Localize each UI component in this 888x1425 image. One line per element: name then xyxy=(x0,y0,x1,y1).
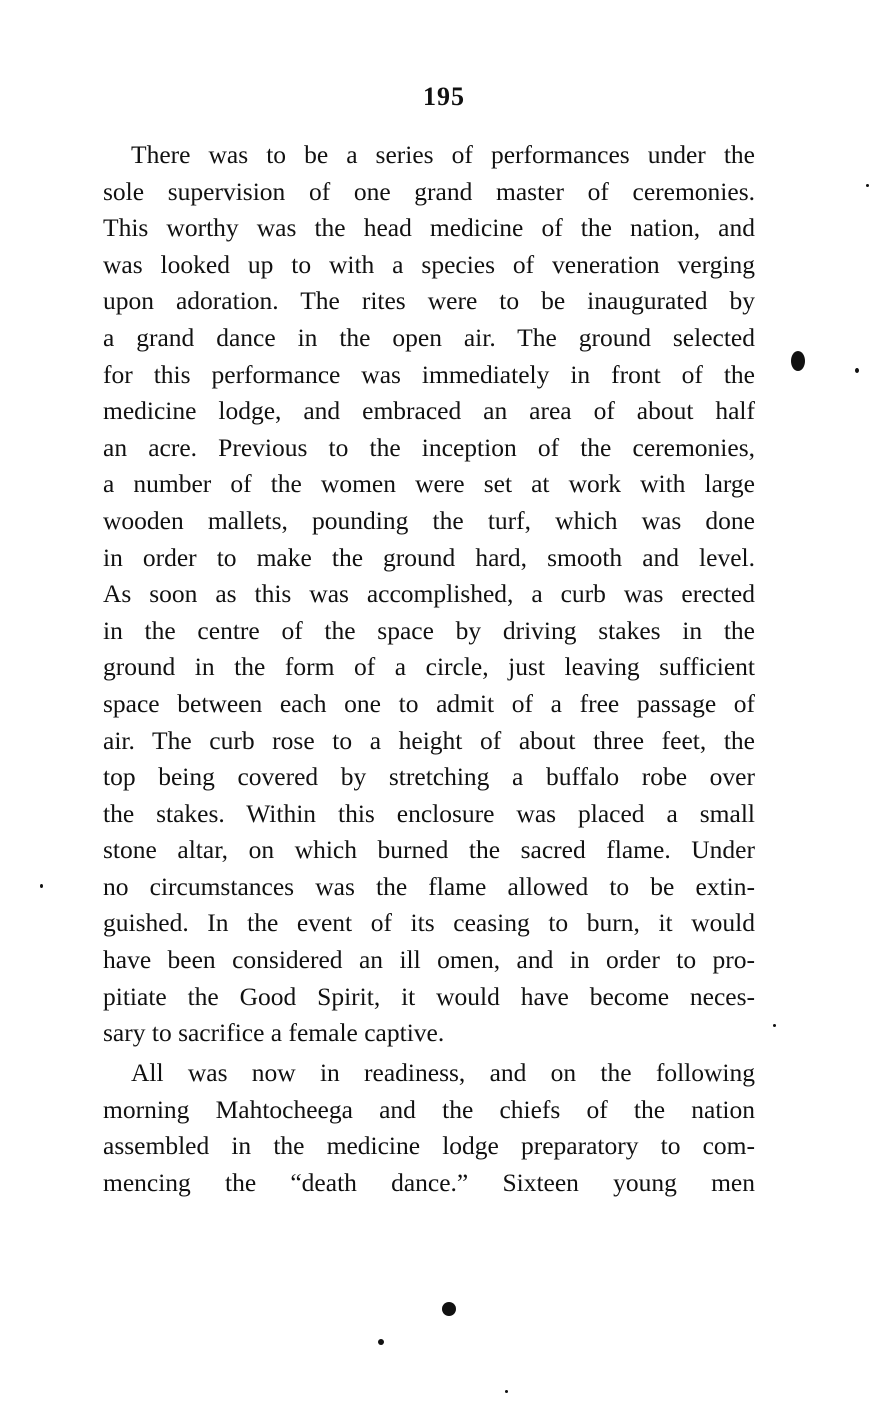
text-line: was looked up to with a species of veneration verging xyxy=(103,249,755,279)
text-line: medicine lodge, and embraced an area of about half xyxy=(103,396,755,426)
text-line: As soon as this was accomplished, a curb was erected xyxy=(103,579,755,609)
text-line: for this performance was immediately in front of the xyxy=(103,359,755,389)
text-line: pitiate the Good Spirit, it would have become neces- xyxy=(103,981,755,1011)
text-line: a number of the women were set at work with large xyxy=(103,469,755,499)
text-line: sary to sacrifice a female captive. xyxy=(103,1018,445,1048)
scan-speck xyxy=(791,351,805,371)
scan-speck xyxy=(855,368,859,373)
text-line: stone altar, on which burned the sacred flame. Under xyxy=(103,835,755,865)
scan-speck xyxy=(866,184,869,187)
text-line: top being covered by stretching a buffalo robe over xyxy=(103,762,755,792)
text-line: mencing the “death dance.” Sixteen young men xyxy=(103,1167,755,1197)
text-line: in the centre of the space by driving stakes in the xyxy=(103,615,755,645)
text-line: no circumstances was the flame allowed to be extin- xyxy=(103,871,755,901)
text-line: sole supervision of one grand master of ceremonies. xyxy=(103,176,755,206)
text-line: ground in the form of a circle, just leaving sufficient xyxy=(103,652,755,682)
text-line: upon adoration. The rites were to be inaugurated by xyxy=(103,286,755,316)
text-line: have been considered an ill omen, and in order to pro- xyxy=(103,945,755,975)
paragraph-2 xyxy=(103,1055,755,1201)
text-line: There was to be a series of performances under the xyxy=(131,140,755,169)
scan-speck xyxy=(442,1302,456,1316)
text-line: the stakes. Within this enclosure was placed a small xyxy=(103,798,755,828)
text-line: guished. In the event of its ceasing to burn, it would xyxy=(103,908,755,938)
scan-speck xyxy=(773,1024,776,1027)
text-line: air. The curb rose to a height of about three feet, the xyxy=(103,725,755,755)
text-line: assembled in the medicine lodge preparatory to com- xyxy=(103,1131,755,1161)
text-line: wooden mallets, pounding the turf, which was done xyxy=(103,505,755,535)
text-line: morning Mahtocheega and the chiefs of the nation xyxy=(103,1094,755,1124)
text-line: an acre. Previous to the inception of the ceremonies, xyxy=(103,432,755,462)
text-line: space between each one to admit of a free passage of xyxy=(103,688,755,718)
scan-speck xyxy=(40,884,43,888)
page-number: 195 xyxy=(423,82,465,111)
text-line: a grand dance in the open air. The ground selected xyxy=(103,322,755,352)
scan-speck xyxy=(378,1339,384,1345)
text-line: All was now in readiness, and on the following xyxy=(131,1058,755,1087)
text-line: in order to make the ground hard, smooth and level. xyxy=(103,542,755,572)
scan-speck xyxy=(505,1390,508,1393)
paragraph-1 xyxy=(103,137,755,1052)
text-line: This worthy was the head medicine of the nation, and xyxy=(103,213,755,243)
